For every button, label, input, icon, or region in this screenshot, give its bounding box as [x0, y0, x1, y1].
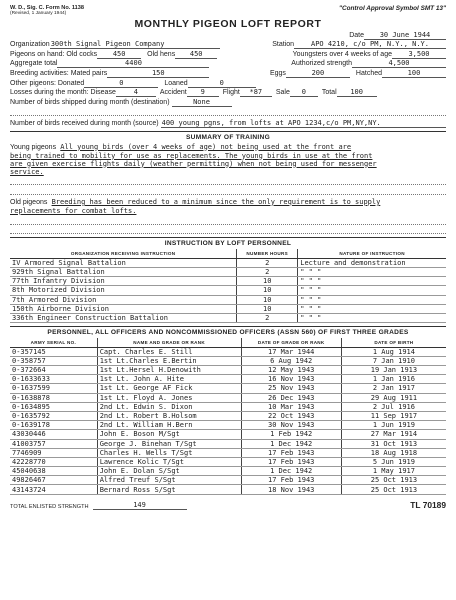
report-title: MONTHLY PIGEON LOFT REPORT — [134, 17, 322, 30]
personnel-name: Charles H. Wells T/Sgt — [97, 448, 241, 457]
personnel-name: Capt. Charles E. Still — [97, 347, 241, 356]
personnel-col-grade-date: DATE OF GRADE OR RANK — [241, 338, 341, 348]
training-divider — [10, 131, 446, 132]
personnel-serial: 0-372664 — [10, 366, 97, 375]
personnel-birth: 27 Mar 1914 — [341, 430, 446, 439]
instruction-row — [10, 258, 446, 267]
personnel-serial: 0-358757 — [10, 356, 97, 365]
personnel-row — [10, 485, 446, 494]
personnel-birth: 2 Jan 1917 — [341, 384, 446, 393]
personnel-name: Lawrence Kolic T/Sgt — [97, 457, 241, 466]
personnel-serial: 0-1634895 — [10, 402, 97, 411]
instruction-nature: " " " — [298, 304, 446, 313]
personnel-col-name: NAME AND GRADE OR RANK — [97, 338, 241, 348]
flight-field: *87 — [240, 88, 272, 97]
personnel-birth: 19 Jan 1913 — [341, 366, 446, 375]
personnel-header-row — [10, 338, 446, 348]
eggs-field: 200 — [286, 69, 350, 78]
form-code: TL 70189 — [410, 499, 446, 510]
training-title: SUMMARY OF TRAINING — [185, 133, 271, 141]
young-line-2: being trained to mobility for use as replacements. The young birds in use at the front — [10, 151, 373, 160]
personnel-grade-date: 16 Nov 1943 — [241, 375, 341, 384]
total-field: 100 — [337, 88, 377, 97]
personnel-grade-date: 1 Feb 1942 — [241, 430, 341, 439]
instruction-nature: " " " — [298, 267, 446, 276]
org-label: Organization — [10, 41, 50, 49]
instruction-row — [10, 304, 446, 313]
personnel-serial: 45040638 — [10, 467, 97, 476]
aggregate-label: Aggregate total — [10, 60, 58, 68]
received-row — [10, 118, 446, 128]
personnel-birth: 31 Oct 1913 — [341, 439, 446, 448]
footer — [10, 501, 446, 511]
personnel-birth: 29 Aug 1911 — [341, 393, 446, 402]
loaned-field: 0 — [188, 79, 256, 88]
personnel-serial: 0-1638878 — [10, 393, 97, 402]
personnel-row — [10, 467, 446, 476]
personnel-name: 1st Lt.Charles E.Bertin — [97, 356, 241, 365]
old-hens-label: Old hens — [147, 50, 176, 58]
instruction-org: 150th Airborne Division — [10, 304, 237, 313]
young-line-3: are given exercise flights daily (weather permitting) when not being used for messenger — [10, 159, 377, 168]
instruction-row — [10, 313, 446, 322]
personnel-serial: 0-1639178 — [10, 421, 97, 430]
personnel-row — [10, 411, 446, 420]
personnel-col-serial: ARMY SERIAL NO. — [10, 338, 97, 348]
flight-label: Flight — [222, 89, 240, 97]
instruction-nature: " " " — [298, 295, 446, 304]
personnel-row — [10, 430, 446, 439]
date-field: 30 June 1944 — [364, 31, 446, 40]
personnel-name: 2nd Lt. Robert B.Holsom — [97, 411, 241, 420]
personnel-serial: 43143724 — [10, 485, 97, 494]
organization-row — [10, 40, 446, 50]
date-row — [10, 30, 446, 40]
hatched-field: 100 — [382, 69, 446, 78]
authorized-field: 4,500 — [352, 59, 446, 68]
instruction-hours: 10 — [237, 286, 298, 295]
personnel-grade-date: 17 Feb 1943 — [241, 476, 341, 485]
accident-field: 9 — [187, 88, 219, 97]
instruction-org: IV Armored Signal Battalion — [10, 258, 237, 267]
personnel-grade-date: 17 Feb 1943 — [241, 457, 341, 466]
form-designation: W. D., Sig. C. Form No. 1138 — [10, 5, 84, 11]
old-hens-field: 450 — [175, 50, 217, 59]
personnel-name: 1st Lt. George AF Fick — [97, 384, 241, 393]
personnel-birth: 1 Aug 1914 — [341, 347, 446, 356]
instruction-row — [10, 267, 446, 276]
received-label: Number of birds received during month (source) — [10, 119, 159, 127]
instruction-nature: " " " — [298, 286, 446, 295]
breeding-row — [10, 68, 446, 78]
youngsters-label: Youngsters over 4 weeks of age — [292, 50, 392, 58]
instruction-nature: Lecture and demonstration — [298, 258, 446, 267]
instruction-header-row — [10, 249, 446, 259]
eggs-label: Eggs — [269, 69, 286, 77]
personnel-row — [10, 448, 446, 457]
personnel-row — [10, 356, 446, 365]
donated-label: Other pigeons: Donated — [10, 79, 85, 87]
sale-label: Sale — [275, 89, 290, 97]
personnel-row — [10, 347, 446, 356]
personnel-grade-date: 17 Mar 1944 — [241, 347, 341, 356]
shipped-row — [10, 97, 446, 107]
personnel-serial: 7746909 — [10, 448, 97, 457]
blank-line — [10, 225, 446, 235]
instruction-org: 929th Signal Battalion — [10, 267, 237, 276]
control-symbol: "Control Approval Symbol SMT 13" — [338, 5, 446, 12]
personnel-grade-date: 18 Nov 1943 — [241, 485, 341, 494]
aggregate-row — [10, 59, 446, 69]
instruction-hours: 10 — [237, 304, 298, 313]
personnel-row — [10, 439, 446, 448]
personnel-serial: 0-1637599 — [10, 384, 97, 393]
personnel-serial: 0-357145 — [10, 347, 97, 356]
aggregate-field: 4400 — [57, 59, 209, 68]
shipped-field: None — [172, 98, 232, 107]
personnel-birth: 18 Aug 1918 — [341, 448, 446, 457]
young-line-1: All young birds (over 4 weeks of age) not being used at the front are — [60, 142, 352, 151]
instruction-nature: " " " — [298, 313, 446, 322]
personnel-grade-date: 1 Dec 1942 — [241, 439, 341, 448]
instruction-hours: 2 — [237, 267, 298, 276]
personnel-name: 2nd Lt. Edwin S. Dixon — [97, 402, 241, 411]
instruction-title: INSTRUCTION BY LOFT PERSONNEL — [164, 240, 292, 248]
old-line-2: replacements for combat lofts. — [10, 206, 137, 215]
blank-line — [10, 176, 446, 186]
personnel-birth: 25 Oct 1913 — [341, 485, 446, 494]
personnel-name: 1st Lt. John A. Hite — [97, 375, 241, 384]
personnel-name: George J. Binehan T/Sgt — [97, 439, 241, 448]
instruction-org: 8th Motorized Division — [10, 286, 237, 295]
instruction-hours: 2 — [237, 313, 298, 322]
blank-line — [10, 215, 446, 225]
personnel-grade-date: 17 Feb 1943 — [241, 448, 341, 457]
form-revised: (Revised, 1 January 1944) — [10, 11, 67, 17]
blank-line — [10, 185, 446, 195]
instruction-row — [10, 295, 446, 304]
personnel-row — [10, 476, 446, 485]
personnel-name: 1st Lt.Hersel H.Denowith — [97, 366, 241, 375]
personnel-grade-date: 25 Nov 1943 — [241, 384, 341, 393]
personnel-grade-date: 12 May 1943 — [241, 366, 341, 375]
personnel-row — [10, 393, 446, 402]
instruction-hours: 2 — [237, 258, 298, 267]
instruction-org: 77th Infantry Division — [10, 277, 237, 286]
pigeons-on-hand-row — [10, 49, 446, 59]
shipped-label: Number of birds shipped during month (destination) — [10, 98, 170, 106]
sale-field: 0 — [290, 88, 318, 97]
personnel-name: Bernard Ross S/Sgt — [97, 485, 241, 494]
personnel-name: John E. Boson M/Sgt — [97, 430, 241, 439]
instruction-org: 336th Engineer Construction Battalion — [10, 313, 237, 322]
losses-row — [10, 88, 446, 98]
personnel-name: John E. Dolan S/Sgt — [97, 467, 241, 476]
enlisted-strength-field: 149 — [93, 501, 187, 510]
accident-label: Accident — [159, 89, 187, 97]
personnel-grade-date: 30 Nov 1943 — [241, 421, 341, 430]
old-cocks-field: 450 — [97, 50, 141, 59]
instruction-nature: " " " — [298, 277, 446, 286]
personnel-row — [10, 402, 446, 411]
instruction-col-org: ORGANIZATION RECEIVING INSTRUCTION — [10, 249, 237, 259]
personnel-row — [10, 384, 446, 393]
personnel-birth: 11 Sep 1917 — [341, 411, 446, 420]
hatched-label: Hatched — [355, 69, 382, 77]
personnel-serial: 42228770 — [10, 457, 97, 466]
personnel-col-birth: DATE OF BIRTH — [341, 338, 446, 348]
young-pigeons-block — [10, 143, 446, 176]
personnel-birth: 7 Jan 1910 — [341, 356, 446, 365]
youngsters-field: 3,500 — [392, 50, 446, 59]
disease-field: 4 — [116, 88, 156, 97]
personnel-divider — [10, 326, 446, 327]
personnel-name: 1st Lt. Floyd A. Jones — [97, 393, 241, 402]
received-field: 400 young pgns, from lofts at APO 1234,c/o PM,NY,NY. — [161, 119, 446, 128]
personnel-name: Alfred Treuf S/Sgt — [97, 476, 241, 485]
old-line-1: Breeding has been reduced to a minimum since the only requirement is to supply — [51, 197, 381, 206]
mated-pairs-field: 150 — [107, 69, 209, 78]
form-top-line — [10, 5, 446, 17]
personnel-row — [10, 457, 446, 466]
personnel-serial: 0-1635792 — [10, 411, 97, 420]
old-pigeons-block — [10, 198, 446, 215]
station-label: Station — [272, 41, 294, 49]
instruction-row — [10, 277, 446, 286]
instruction-col-nature: NATURE OF INSTRUCTION — [298, 249, 446, 259]
young-line-4: service. — [10, 167, 44, 176]
instruction-table — [10, 249, 446, 323]
personnel-serial: 41003757 — [10, 439, 97, 448]
personnel-grade-date: 10 Mar 1943 — [241, 402, 341, 411]
young-pigeons-label: Young pigeons — [10, 143, 57, 151]
personnel-birth: 1 Jan 1916 — [341, 375, 446, 384]
station-field: APO 4210, c/o PM, N.Y., N.Y. — [294, 40, 446, 49]
personnel-serial: 43030446 — [10, 430, 97, 439]
personnel-serial: 0-1633633 — [10, 375, 97, 384]
authorized-label: Authorized strength — [291, 60, 352, 68]
instruction-hours: 10 — [237, 277, 298, 286]
shipped-blank-line — [10, 107, 446, 117]
personnel-birth: 5 Jun 1919 — [341, 457, 446, 466]
personnel-row — [10, 366, 446, 375]
personnel-grade-date: 26 Dec 1943 — [241, 393, 341, 402]
personnel-serial: 49826467 — [10, 476, 97, 485]
personnel-title: PERSONNEL, ALL OFFICERS AND NONCOMMISSIONED OFFICERS (ASSN 560) OF FIRST THREE GRADES — [47, 329, 409, 337]
instruction-hours: 10 — [237, 295, 298, 304]
personnel-row — [10, 421, 446, 430]
enlisted-strength-label: TOTAL ENLISTED STRENGTH — [10, 503, 89, 510]
losses-label: Losses during the month: Disease — [10, 89, 116, 97]
other-pigeons-row — [10, 78, 446, 88]
personnel-birth: 1 May 1917 — [341, 467, 446, 476]
instruction-org: 7th Armored Division — [10, 295, 237, 304]
breeding-label: Breeding activities: Mated pairs — [10, 69, 108, 77]
org-field: 300th Signal Pigeon Company — [50, 40, 220, 49]
form-designation-block — [10, 5, 84, 17]
personnel-grade-date: 6 Aug 1942 — [241, 356, 341, 365]
instruction-row — [10, 286, 446, 295]
old-pigeons-label: Old pigeons — [10, 198, 48, 206]
instruction-divider — [10, 237, 446, 238]
personnel-birth: 25 Oct 1913 — [341, 476, 446, 485]
loaned-label: Loaned — [164, 79, 188, 87]
date-label: Date — [349, 31, 364, 39]
personnel-birth: 2 Jul 1916 — [341, 402, 446, 411]
personnel-birth: 1 Jun 1919 — [341, 421, 446, 430]
personnel-grade-date: 1 Dec 1942 — [241, 467, 341, 476]
personnel-grade-date: 22 Oct 1943 — [241, 411, 341, 420]
total-label: Total — [321, 89, 337, 97]
on-hand-label: Pigeons on hand: Old cocks — [10, 50, 98, 58]
donated-field: 0 — [84, 79, 158, 88]
personnel-table — [10, 338, 446, 495]
personnel-row — [10, 375, 446, 384]
personnel-name: 2nd Lt. William H.Bern — [97, 421, 241, 430]
instruction-col-hours: NUMBER HOURS — [237, 249, 298, 259]
